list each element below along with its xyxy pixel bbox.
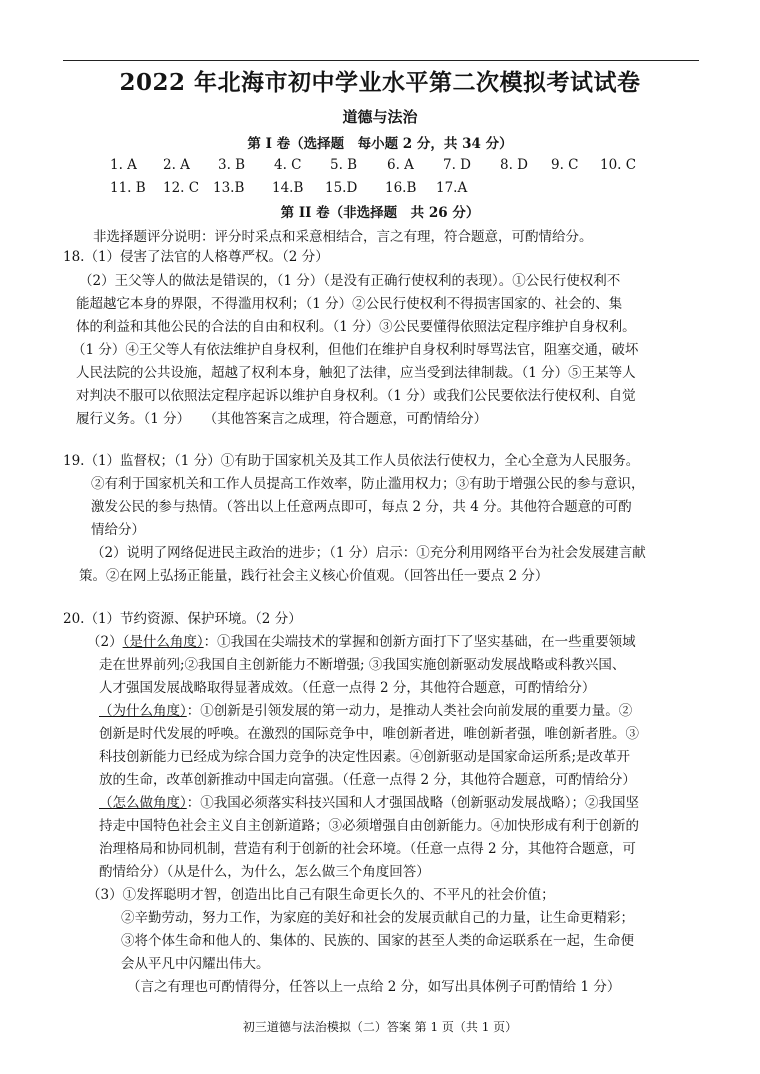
answer-line: （3）①发挥聪明才智，创造出比自己有限生命更长久的、不平凡的社会价值； (87, 887, 555, 903)
angle-tag-how: （怎么做角度） (99, 795, 187, 811)
answer-line: 体的利益和其他公民的合法的自由和权利。（1 分）③公民要懂得依照法定程序维护自身权利。 (76, 319, 636, 335)
top-rule (63, 60, 699, 61)
answer-text: ：①我国必须落实科技兴国和人才强国战略（创新驱动发展战略）；②我国坚 (186, 795, 639, 811)
answer-line: ②有利于国家机关和工作人员提高工作效率，防止滥用权力；③有助于增强公民的参与意识， (91, 476, 645, 492)
answer-line: 放的生命，改革创新推动中国走向富强。（任意一点得 2 分，其他符合题意，可酌情给分） (99, 772, 636, 788)
answer-text: ：①我国在尖端技术的掌握和创新方面打下了坚实基础，在一些重要领域 (203, 634, 636, 650)
answer-line: 策。②在网上弘扬正能量，践行社会主义核心价值观。（回答出任一要点 2 分） (79, 568, 549, 584)
section-1-heading: 第 I 卷（选择题 每小题 2 分，共 34 分） (247, 136, 513, 152)
answer-line: 激发公民的参与热情。（答出以上任意两点即可，每点 2 分，共 4 分。其他符合题意的可酌 (91, 499, 632, 515)
answer-item: 17.A (436, 180, 468, 196)
answer-item: 8. D (500, 157, 528, 173)
answer-item: 4. C (274, 157, 302, 173)
answer-line (99, 701, 632, 721)
answer-item: 15.D (325, 180, 358, 196)
answer-item: 12. C (163, 180, 200, 196)
answer-text: ：①创新是引领发展的第一动力，是推动人类社会向前发展的重要力量。② (186, 703, 633, 719)
answer-item: 13.B (213, 180, 245, 196)
answer-line: 酌情给分）（从是什么，为什么，怎么做三个角度回答） (99, 864, 430, 880)
answer-line: 情给分） (91, 522, 145, 538)
section-2-heading: 第 II 卷（非选择题 共 26 分） (280, 205, 480, 221)
answer-line: 治理格局和协同机制，营造有利于创新的社会环境。（任意一点得 2 分，其他符合题意，可 (99, 841, 636, 857)
answer-line: （1 分）④王父等人有依法维护自身权利，但他们在维护自身权利时辱骂法官，阻塞交通，破坏 (72, 342, 639, 358)
answer-line: 持走中国特色社会主义自主创新道路；③必须增强自由创新能力。④加快形成有利于创新的 (99, 818, 639, 834)
answer-line: 会从平凡中闪耀出伟大。 (121, 956, 270, 972)
page-title: 2022 年北海市初中学业水平第二次模拟考试试卷 (119, 69, 641, 96)
answer-item: 9. C (551, 157, 579, 173)
answer-item: 16.B (385, 180, 417, 196)
answer-item: 5. B (330, 157, 358, 173)
answer-line (99, 793, 639, 813)
answer-line: （2）王父等人的做法是错误的，（1 分）（是没有正确行使权利的表现）。①公民行使权利不 (79, 273, 621, 289)
answer-item: 2. A (163, 157, 190, 173)
answer-line: 创新是时代发展的呼唤。在激烈的国际竞争中，唯创新者进，唯创新者强，唯创新者胜。③ (99, 726, 639, 742)
answer-line: （2）说明了网络促进民主政治的进步；（1 分）启示：①充分利用网络平台为社会发展建言献 (91, 545, 646, 561)
answer-line: 19.（1）监督权；（1 分）①有助于国家机关及其工作人员依法行使权力，全心全意为人民服务。 (63, 453, 640, 469)
answer-line: 履行义务。（1 分） （其他答案言之成理，符合题意，可酌情给分） (76, 411, 488, 427)
answer-item: 7. D (443, 157, 471, 173)
page-footer: 初三道德与法治模拟（二）答案 第 1 页（共 1 页） (242, 1020, 518, 1034)
answer-item: 11. B (110, 180, 146, 196)
answer-item: 14.B (272, 180, 304, 196)
answer-line: 走在世界前列;②我国自主创新能力不断增强; ③我国实施创新驱动发展战略或科教兴国、 (99, 657, 626, 673)
answer-item: 10. C (600, 157, 637, 173)
answer-line: 科技创新能力已经成为综合国力竞争的决定性因素。④创新驱动是国家命运所系;是改革开 (99, 749, 631, 765)
angle-tag-what: （是什么角度） (122, 634, 204, 650)
answer-line: 20.（1）节约资源、保护环境。（2 分） (63, 611, 302, 627)
answer-line: 能超越它本身的界限，不得滥用权利；（1 分）②公民行使权利不得损害国家的、社会的、集 (76, 296, 623, 312)
answer-item: 1. A (110, 157, 137, 173)
answer-line: ③将个体生命和他人的、集体的、民族的、国家的甚至人类的命运联系在一起，生命便 (121, 933, 634, 949)
answer-line: 18.（1）侵害了法官的人格尊严权。（2 分） (63, 249, 329, 265)
angle-tag-why: （为什么角度） (99, 703, 187, 719)
answer-note: （言之有理也可酌情得分，任答以上一点给 2 分，如写出具体例子可酌情给 1 分） (127, 979, 621, 995)
answer-line: ②辛勤劳动，努力工作，为家庭的美好和社会的发展贡献自己的力量，让生命更精彩； (121, 910, 634, 926)
subject-heading: 道德与法治 (342, 108, 418, 126)
answer-line: 人民法院的公共设施，超越了权利本身，触犯了法律，应当受到法律制裁。（1 分）⑤王某等人 (76, 365, 636, 381)
answer-line: 对判决不服可以依照法定程序起诉以维护自身权利。（1 分）或我们公民要依法行使权利、自觉 (76, 388, 636, 404)
question-part-label: （2） (87, 634, 123, 650)
answer-line (87, 632, 636, 652)
answer-item: 3. B (218, 157, 246, 173)
answer-item: 6. A (387, 157, 414, 173)
answer-line: 人才强国发展战略取得显著成效。（任意一点得 2 分，其他符合题意，可酌情给分） (99, 680, 596, 696)
scoring-note: 非选择题评分说明：评分时采点和采意相结合，言之有理，符合题意，可酌情给分。 (93, 229, 593, 245)
